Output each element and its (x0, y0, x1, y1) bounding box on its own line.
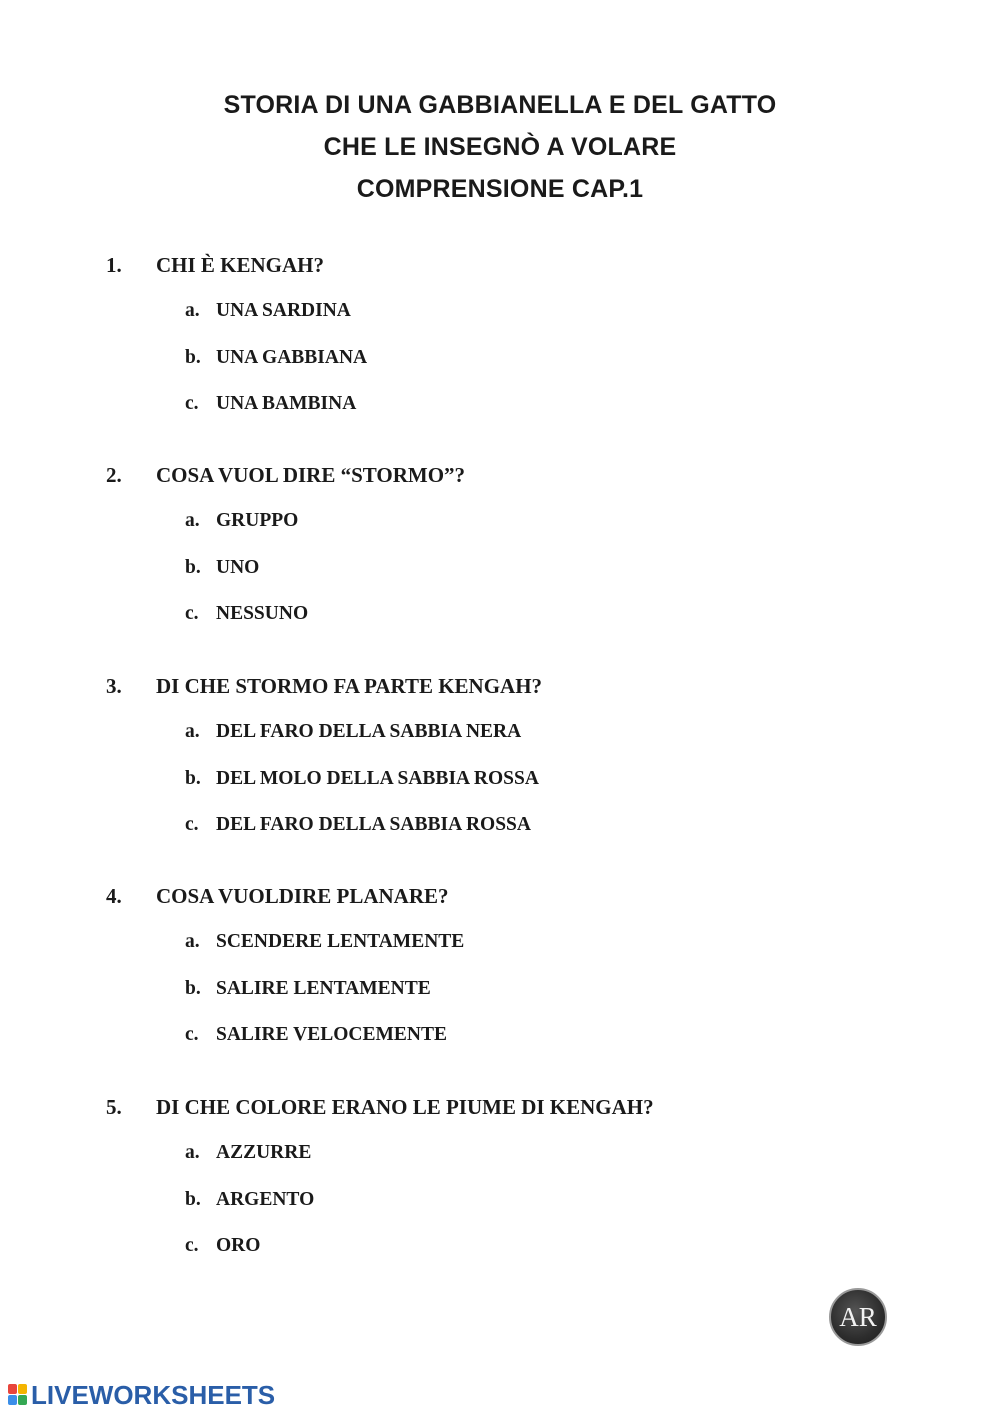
liveworksheets-logo[interactable] (8, 1381, 275, 1409)
option-text: DEL FARO DELLA SABBIA ROSSA (216, 814, 531, 835)
option-text: SCENDERE LENTAMENTE (216, 931, 465, 952)
question-1 (0, 253, 1000, 440)
option-letter: a. (185, 931, 200, 952)
option-letter: a. (185, 721, 200, 742)
option-item (0, 768, 1000, 815)
option-letter: b. (185, 556, 201, 578)
option-item (0, 1235, 1000, 1282)
option-item (0, 814, 1000, 861)
option-text: UNO (216, 556, 260, 578)
option-letter: c. (185, 1235, 199, 1256)
option-letter: c. (185, 393, 199, 414)
title-line-1: STORIA DI UNA GABBIANELLA E DEL GATTO (223, 91, 777, 119)
question-text: CHI È KENGAH? (156, 253, 325, 277)
question-2 (0, 463, 1000, 650)
option-text: SALIRE LENTAMENTE (216, 977, 431, 999)
option-letter: b. (185, 977, 201, 999)
option-letter: c. (185, 814, 199, 835)
question-text: COSA VUOLDIRE PLANARE? (156, 884, 449, 908)
question-5 (0, 1095, 1000, 1282)
option-item (0, 347, 1000, 394)
question-text: COSA VUOL DIRE “STORMO”? (156, 463, 466, 487)
option-item (0, 393, 1000, 440)
option-letter: c. (185, 603, 199, 624)
option-text: UNA SARDINA (216, 300, 351, 321)
question-4 (0, 884, 1000, 1071)
option-text: DEL FARO DELLA SABBIA NERA (216, 721, 522, 742)
question-number: 3. (106, 674, 122, 698)
option-text: ARGENTO (216, 1188, 315, 1210)
option-item (0, 931, 1000, 978)
question-3 (0, 674, 1000, 861)
option-text: NESSUNO (216, 603, 309, 624)
question-number: 1. (106, 253, 122, 277)
option-letter: c. (185, 1024, 199, 1045)
option-item (0, 721, 1000, 768)
option-letter: a. (185, 300, 200, 321)
author-badge: AR (829, 1288, 887, 1346)
option-letter: b. (185, 346, 201, 368)
question-number: 4. (106, 884, 122, 908)
option-letter: b. (185, 1188, 201, 1210)
option-item (0, 510, 1000, 557)
option-item (0, 557, 1000, 604)
option-text: GRUPPO (216, 510, 299, 531)
option-text: DEL MOLO DELLA SABBIA ROSSA (216, 767, 539, 789)
option-item (0, 1189, 1000, 1236)
option-item (0, 1142, 1000, 1189)
option-text: UNA BAMBINA (216, 393, 357, 414)
question-text: DI CHE STORMO FA PARTE KENGAH? (156, 674, 543, 698)
option-item (0, 978, 1000, 1025)
option-item (0, 1024, 1000, 1071)
option-item (0, 603, 1000, 650)
option-letter: a. (185, 1142, 200, 1163)
worksheet-title (0, 84, 1000, 210)
option-item (0, 300, 1000, 347)
logo-text: LIVEWORKSHEETS (31, 1379, 276, 1410)
blocks-icon (8, 1384, 28, 1406)
option-text: ORO (216, 1235, 261, 1256)
option-letter: a. (185, 510, 200, 531)
question-number: 5. (106, 1095, 122, 1119)
question-text: DI CHE COLORE ERANO LE PIUME DI KENGAH? (156, 1095, 654, 1119)
title-line-3: COMPRENSIONE CAP.1 (356, 175, 644, 203)
option-text: SALIRE VELOCEMENTE (216, 1024, 447, 1045)
question-number: 2. (106, 463, 122, 487)
option-letter: b. (185, 767, 201, 789)
title-line-2: CHE LE INSEGNÒ A VOLARE (323, 133, 677, 161)
option-text: AZZURRE (216, 1142, 312, 1163)
option-text: UNA GABBIANA (216, 346, 368, 368)
